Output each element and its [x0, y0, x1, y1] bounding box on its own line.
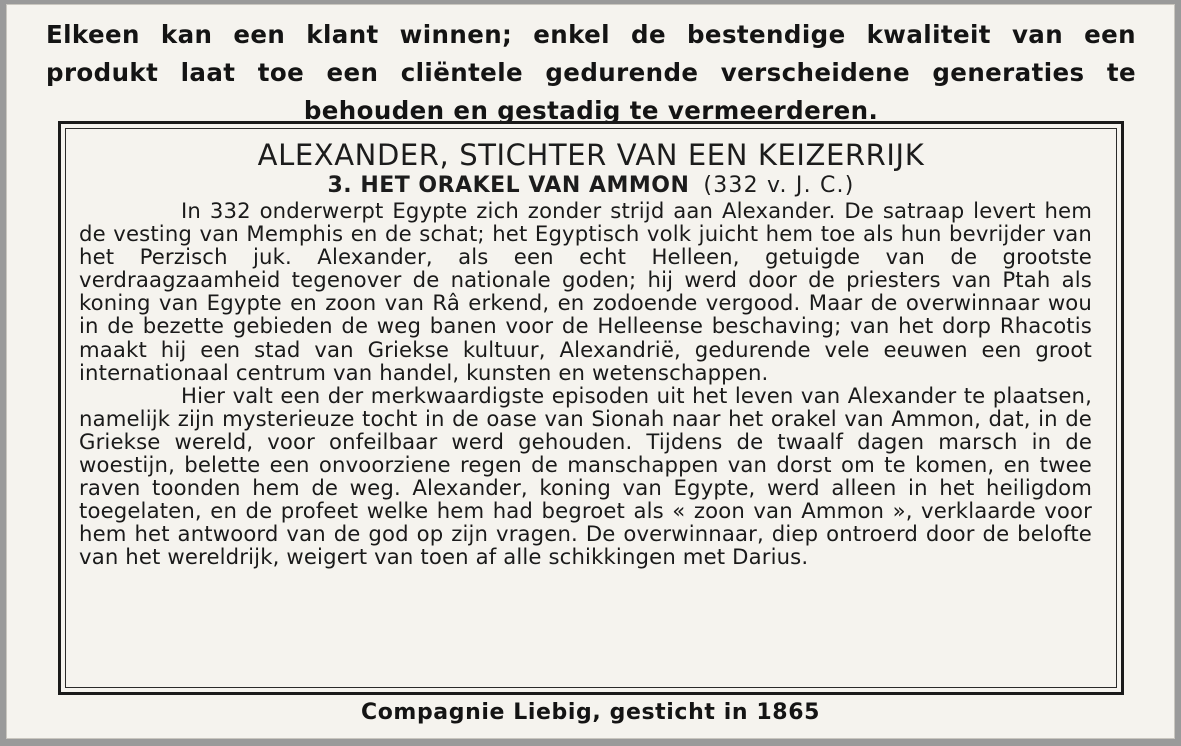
- body-paragraph: Hier valt een der merkwaardigste episoden uit het leven van Alexander te plaatsen, namelijk zijn mysterieuze tocht in de oase van Sionah naar het orakel van Ammon, dat, in de Griekse wereld, voor onfeilbaar werd gehouden. Tijdens de twaalf dagen marsch in de woestijn, belette een onvoorziene regen de manschappen van dorst om te komen, en twee raven toonden hem de weg. Alexander, koning van Egypte, werd alleen in het heiligdom toegelaten, en de profeet welke hem had begroet als « zoon van Ammon », verklaarde voor hem het antwoord van de god op zijn vragen. De overwinnaar, diep ontroerd door de belofte van het wereldrijk, weigert van toen af alle schikkingen met Darius.: [79, 382, 1092, 570]
- text-frame-inner-border: [65, 128, 1117, 688]
- publisher-footer: Compagnie Liebig, gesticht in 1865: [360, 700, 821, 725]
- chapter-date: (332 v. J. C.): [703, 173, 855, 198]
- text-frame: [58, 121, 1124, 695]
- body-paragraph: In 332 onderwerpt Egypte zich zonder strijd aan Alexander. De satraap levert hem de vesting van Memphis en de schat; het Egyptisch volk juicht hem toe als hun bevrijder van het Perzisch juk. Alexander, als een echt Helleen, getuigde van de grootste verdraagzaamheid tegenover de nationale goden; hij werd door de priesters van Ptah als koning van Egypte en zoon van Râ erkend, en zodoende vergood. Maar de overwinnaar wou in de bezette gebieden de weg banen voor de Helleense beschaving; van het dorp Rhacotis maakt hij een stad van Griekse kultuur, Alexandrië, gedurende vele eeuwen een groot internationaal centrum van handel, kunsten en wetenschappen.: [79, 198, 1092, 385]
- card-subtitle: [66, 173, 1116, 199]
- slogan-text: Elkeen kan een klant winnen; enkel de bestendige kwaliteit van een produkt laat toe een cliëntele gedurende verscheidene generaties te behouden en gestadig te vermeerderen.: [46, 20, 1136, 125]
- card-title: ALEXANDER, STICHTER VAN EEN KEIZERRIJK: [257, 138, 925, 172]
- trading-card: [6, 4, 1175, 739]
- chapter-heading: 3. HET ORAKEL VAN AMMON: [327, 173, 690, 198]
- card-body: [79, 199, 1092, 569]
